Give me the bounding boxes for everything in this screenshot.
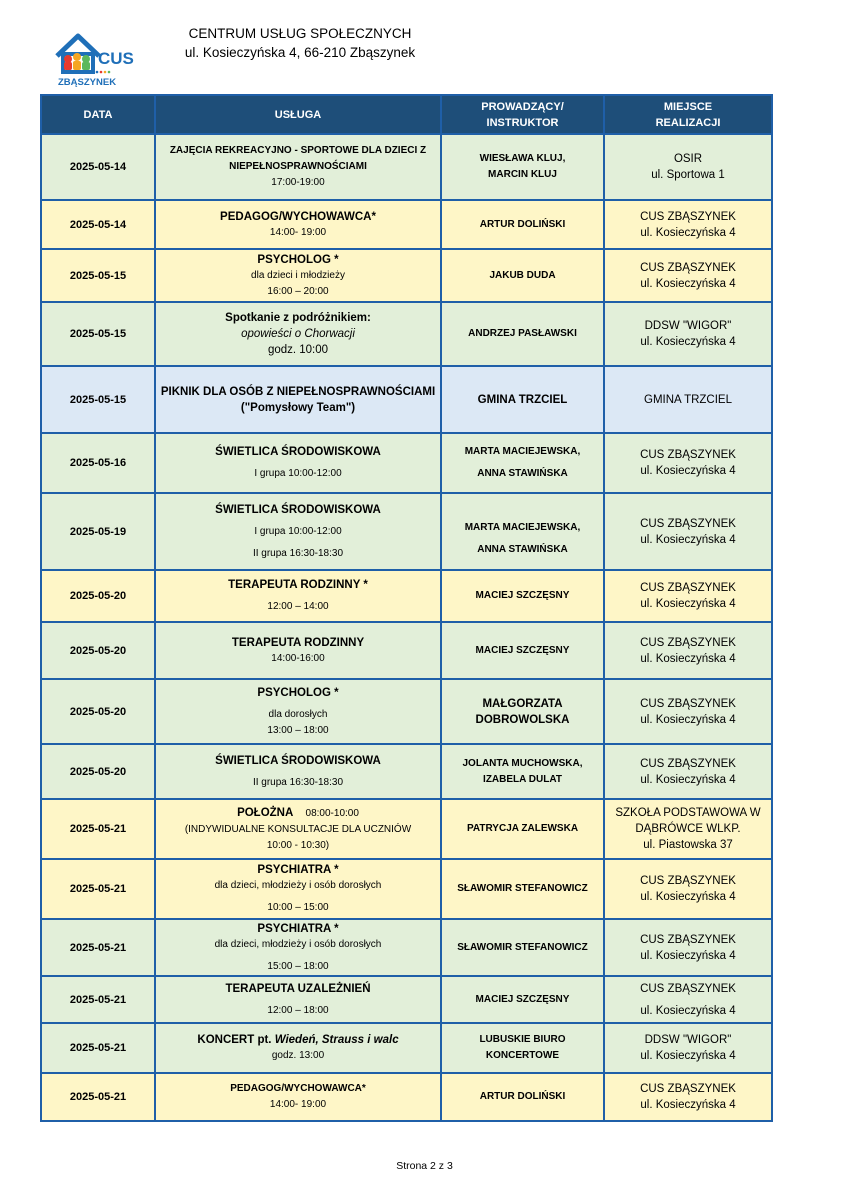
place-name: SZKOŁA PODSTAWOWA W [615, 807, 761, 819]
row-service [155, 366, 441, 433]
column-header-date: DATA [41, 95, 155, 134]
place-name: CUS ZBĄSZYNEK [640, 757, 736, 770]
service-title: PEDAGOG/WYCHOWAWCA* [220, 210, 376, 223]
place-address: ul. Piastowska 37 [643, 839, 733, 851]
service-title: PSYCHOLOG * [257, 253, 339, 266]
row-service [155, 859, 441, 919]
place-address: ul. Kosieczyńska 4 [640, 652, 736, 665]
row-date: 2025-05-19 [41, 493, 155, 570]
row-date: 2025-05-16 [41, 433, 155, 493]
row-service [155, 134, 441, 200]
instructor-name: PATRYCJA ZALEWSKA [466, 823, 579, 834]
place-name: CUS ZBĄSZYNEK [640, 933, 736, 946]
instructor-name: SŁAWOMIR STEFANOWICZ [457, 883, 588, 894]
service-time: 14:00- 19:00 [269, 1099, 327, 1110]
row-instructor [441, 366, 604, 433]
row-date: 2025-05-21 [41, 976, 155, 1023]
service-title: PSYCHOLOG * [257, 686, 339, 699]
row-place [604, 366, 772, 433]
service-time: II grupa 16:30-18:30 [252, 776, 344, 788]
row-service [155, 919, 441, 976]
row-date: 2025-05-21 [41, 799, 155, 859]
service-time: 17:00-19:00 [271, 177, 325, 188]
instructor-name: MACIEJ SZCZĘSNY [475, 993, 570, 1005]
table-row [41, 134, 772, 200]
instructor-name: MACIEJ SZCZĘSNY [475, 644, 570, 656]
place-name: DĄBRÓWCE WLKP. [635, 823, 741, 835]
service-title: TERAPEUTA RODZINNY * [228, 579, 368, 591]
service-title: TERAPEUTA RODZINNY [231, 636, 365, 649]
place-address: ul. Kosieczyńska 4 [640, 1099, 736, 1111]
service-time: II grupa 16:30-18:30 [252, 547, 344, 559]
row-service [155, 976, 441, 1023]
cus-logo [52, 26, 134, 88]
row-instructor [441, 744, 604, 799]
row-service [155, 679, 441, 744]
row-date: 2025-05-21 [41, 1073, 155, 1121]
service-time: 15:00 – 18:00 [267, 960, 329, 972]
service-detail: opowieści o Chorwacji [241, 328, 355, 340]
table-row [41, 302, 772, 366]
row-service [155, 1023, 441, 1073]
page-number: Strona 2 z 3 [396, 1160, 453, 1172]
header-place-line2: REALIZACJI [655, 116, 721, 129]
row-instructor [441, 302, 604, 366]
table-row [41, 744, 772, 799]
row-instructor [441, 799, 604, 859]
service-title: PEDAGOG/WYCHOWAWCA* [230, 1083, 366, 1094]
row-instructor [441, 249, 604, 302]
service-detail: dla dzieci, młodzieży i osób dorosłych [214, 938, 382, 950]
row-service [155, 249, 441, 302]
row-date: 2025-05-20 [41, 570, 155, 622]
instructor-name: ARTUR DOLIŃSKI [479, 1091, 566, 1102]
row-date: 2025-05-15 [41, 366, 155, 433]
row-service [155, 799, 441, 859]
service-time: I grupa 10:00-12:00 [254, 525, 342, 537]
row-place [604, 679, 772, 744]
place-name: GMINA TRZCIEL [644, 393, 732, 406]
row-place [604, 134, 772, 200]
service-time: 14:00-16:00 [271, 652, 325, 664]
instructor-name: WIESŁAWA KLUJ, [479, 153, 566, 164]
place-name: CUS ZBĄSZYNEK [640, 210, 736, 223]
row-service [155, 622, 441, 679]
instructor-name: ANNA STAWIŃSKA [477, 543, 568, 555]
place-address: ul. Kosieczyńska 4 [640, 336, 736, 348]
table-row [41, 493, 772, 570]
row-instructor [441, 919, 604, 976]
instructor-name: ANNA STAWIŃSKA [477, 468, 568, 479]
service-title: ŚWIETLICA ŚRODOWISKOWA [215, 503, 381, 516]
service-detail: (INDYWIDUALNE KONSULTACJE DLA UCZNIÓW [184, 823, 412, 835]
row-service [155, 570, 441, 622]
service-time: 12:00 – 14:00 [267, 601, 329, 612]
service-title: PSYCHIATRA * [257, 864, 339, 876]
row-place [604, 976, 772, 1023]
row-instructor [441, 679, 604, 744]
row-date: 2025-05-14 [41, 200, 155, 249]
row-date: 2025-05-20 [41, 744, 155, 799]
row-date: 2025-05-21 [41, 859, 155, 919]
row-instructor [441, 622, 604, 679]
row-place [604, 249, 772, 302]
service-title: ŚWIETLICA ŚRODOWISKOWA [215, 446, 381, 458]
instructor-name: DOBROWOLSKA [475, 713, 570, 726]
column-header-instructor [441, 95, 604, 134]
place-address: ul. Kosieczyńska 4 [640, 1050, 736, 1062]
instructor-name: SŁAWOMIR STEFANOWICZ [457, 941, 588, 953]
instructor-name: JAKUB DUDA [489, 269, 556, 281]
instructor-name: ARTUR DOLIŃSKI [479, 218, 566, 230]
service-time: godz. 13:00 [271, 1050, 325, 1061]
instructor-name: MARCIN KLUJ [488, 169, 557, 180]
service-time: 14:00- 19:00 [269, 226, 327, 238]
service-title: POŁOŻNA [237, 806, 294, 819]
service-time: 12:00 – 18:00 [267, 1004, 329, 1016]
place-name: CUS ZBĄSZYNEK [640, 1083, 736, 1095]
place-address: ul. Kosieczyńska 4 [640, 277, 736, 290]
service-time: 08:00-10:00 [305, 807, 359, 819]
row-instructor [441, 200, 604, 249]
place-name: DDSW "WIGOR" [644, 1034, 732, 1046]
service-title: PSYCHIATRA * [257, 922, 339, 935]
service-time: godz. 10:00 [267, 344, 329, 356]
row-place [604, 1023, 772, 1073]
row-place [604, 570, 772, 622]
table-row [41, 249, 772, 302]
service-time: 10:00 - 10:30) [266, 839, 330, 851]
place-address: ul. Kosieczyńska 4 [640, 226, 736, 239]
row-date: 2025-05-15 [41, 249, 155, 302]
cus-logo-graphic [52, 26, 134, 88]
row-date: 2025-05-21 [41, 919, 155, 976]
table-row [41, 679, 772, 744]
row-service [155, 200, 441, 249]
header-instructor-line1: PROWADZĄCY/ [481, 100, 564, 113]
row-service [155, 493, 441, 570]
row-instructor [441, 493, 604, 570]
instructor-name: ANDRZEJ PASŁAWSKI [468, 328, 577, 339]
row-place [604, 744, 772, 799]
table-header-row [41, 95, 772, 134]
schedule-table [40, 94, 773, 1122]
place-address: ul. Kosieczyńska 4 [640, 598, 736, 610]
place-name: CUS ZBĄSZYNEK [640, 261, 736, 274]
organization-address: ul. Kosieczyńska 4, 66-210 Zbąszynek [184, 45, 416, 60]
instructor-name: MARTA MACIEJEWSKA, [464, 446, 581, 457]
service-detail: ("Pomysłowy Team") [240, 401, 356, 414]
column-header-place [604, 95, 772, 134]
organization-name: CENTRUM USŁUG SPOŁECZNYCH [188, 26, 412, 41]
place-name: CUS ZBĄSZYNEK [640, 636, 736, 649]
row-instructor [441, 134, 604, 200]
service-detail: dla dzieci, młodzieży i osób dorosłych [214, 880, 382, 891]
row-place [604, 200, 772, 249]
row-date: 2025-05-20 [41, 679, 155, 744]
row-instructor [441, 433, 604, 493]
row-instructor [441, 1073, 604, 1121]
row-instructor [441, 1023, 604, 1073]
service-time: I grupa 10:00-12:00 [254, 468, 342, 479]
logo-subtext: ZBĄSZYNEK [58, 77, 117, 88]
row-instructor [441, 976, 604, 1023]
row-date: 2025-05-20 [41, 622, 155, 679]
instructor-name: JOLANTA MUCHOWSKA, [462, 757, 583, 769]
row-instructor [441, 570, 604, 622]
place-name: CUS ZBĄSZYNEK [640, 582, 736, 594]
service-time: 13:00 – 18:00 [267, 724, 329, 736]
row-place [604, 919, 772, 976]
service-title: TERAPEUTA UZALEŻNIEŃ [225, 982, 371, 995]
place-address: ul. Kosieczyńska 4 [640, 1004, 736, 1017]
place-name: OSIR [673, 153, 703, 165]
instructor-name: LUBUSKIE BIURO [479, 1034, 566, 1045]
instructor-name: GMINA TRZCIEL [477, 393, 568, 406]
place-address: ul. Kosieczyńska 4 [640, 891, 736, 903]
instructor-name: MARTA MACIEJEWSKA, [464, 521, 581, 533]
service-title: ŚWIETLICA ŚRODOWISKOWA [215, 754, 381, 767]
header-instructor-line2: INSTRUKTOR [486, 116, 559, 129]
table-row [41, 976, 772, 1023]
column-header-service: USŁUGA [155, 95, 441, 134]
service-title: PIKNIK DLA OSÓB Z NIEPEŁNOSPRAWNOŚCIAMI [160, 385, 436, 398]
service-detail: dla dorosłych [268, 708, 328, 720]
table-row [41, 859, 772, 919]
place-address: ul. Kosieczyńska 4 [640, 533, 736, 546]
row-service [155, 302, 441, 366]
place-name: CUS ZBĄSZYNEK [640, 517, 736, 530]
service-detail: dla dzieci i młodzieży [251, 269, 345, 281]
instructor-name: MACIEJ SZCZĘSNY [475, 590, 570, 601]
instructor-name: IZABELA DULAT [483, 773, 562, 785]
table-row [41, 433, 772, 493]
row-service [155, 1073, 441, 1121]
row-date: 2025-05-15 [41, 302, 155, 366]
row-place [604, 1073, 772, 1121]
place-address: ul. Kosieczyńska 4 [640, 465, 736, 477]
place-address: ul. Kosieczyńska 4 [640, 713, 736, 726]
row-place [604, 433, 772, 493]
service-title-italic: Wiedeń, Strauss i walc [274, 1034, 399, 1046]
place-name: CUS ZBĄSZYNEK [640, 449, 736, 461]
service-title: KONCERT pt. [197, 1034, 272, 1046]
service-time: 16:00 – 20:00 [267, 285, 329, 297]
place-name: CUS ZBĄSZYNEK [640, 982, 736, 995]
table-row [41, 919, 772, 976]
row-service [155, 433, 441, 493]
instructor-name: KONCERTOWE [485, 1050, 560, 1061]
header-place-line1: MIEJSCE [663, 100, 713, 113]
service-title: ZAJĘCIA REKREACYJNO - SPORTOWE DLA DZIECI Z NIEPEŁNOSPRAWNOŚCIAMI [169, 145, 427, 172]
table-row [41, 799, 772, 859]
row-date: 2025-05-21 [41, 1023, 155, 1073]
row-date: 2025-05-14 [41, 134, 155, 200]
place-address: ul. Kosieczyńska 4 [640, 773, 736, 786]
place-name: CUS ZBĄSZYNEK [640, 875, 736, 887]
table-row [41, 1023, 772, 1073]
place-address: ul. Kosieczyńska 4 [640, 949, 736, 962]
row-service [155, 744, 441, 799]
instructor-name: MAŁGORZATA [482, 697, 563, 710]
place-name: DDSW "WIGOR" [644, 320, 732, 332]
organization-header [170, 24, 430, 62]
logo-text: CUS [98, 49, 134, 68]
row-place [604, 799, 772, 859]
table-row [41, 366, 772, 433]
place-address: ul. Sportowa 1 [651, 169, 725, 181]
service-time: 10:00 – 15:00 [267, 902, 329, 913]
row-place [604, 302, 772, 366]
table-row [41, 622, 772, 679]
service-title: Spotkanie z podróżnikiem: [225, 312, 371, 324]
table-row [41, 570, 772, 622]
table-row [41, 1073, 772, 1121]
row-place [604, 493, 772, 570]
place-name: CUS ZBĄSZYNEK [640, 697, 736, 710]
row-place [604, 859, 772, 919]
row-instructor [441, 859, 604, 919]
row-place [604, 622, 772, 679]
table-row [41, 200, 772, 249]
